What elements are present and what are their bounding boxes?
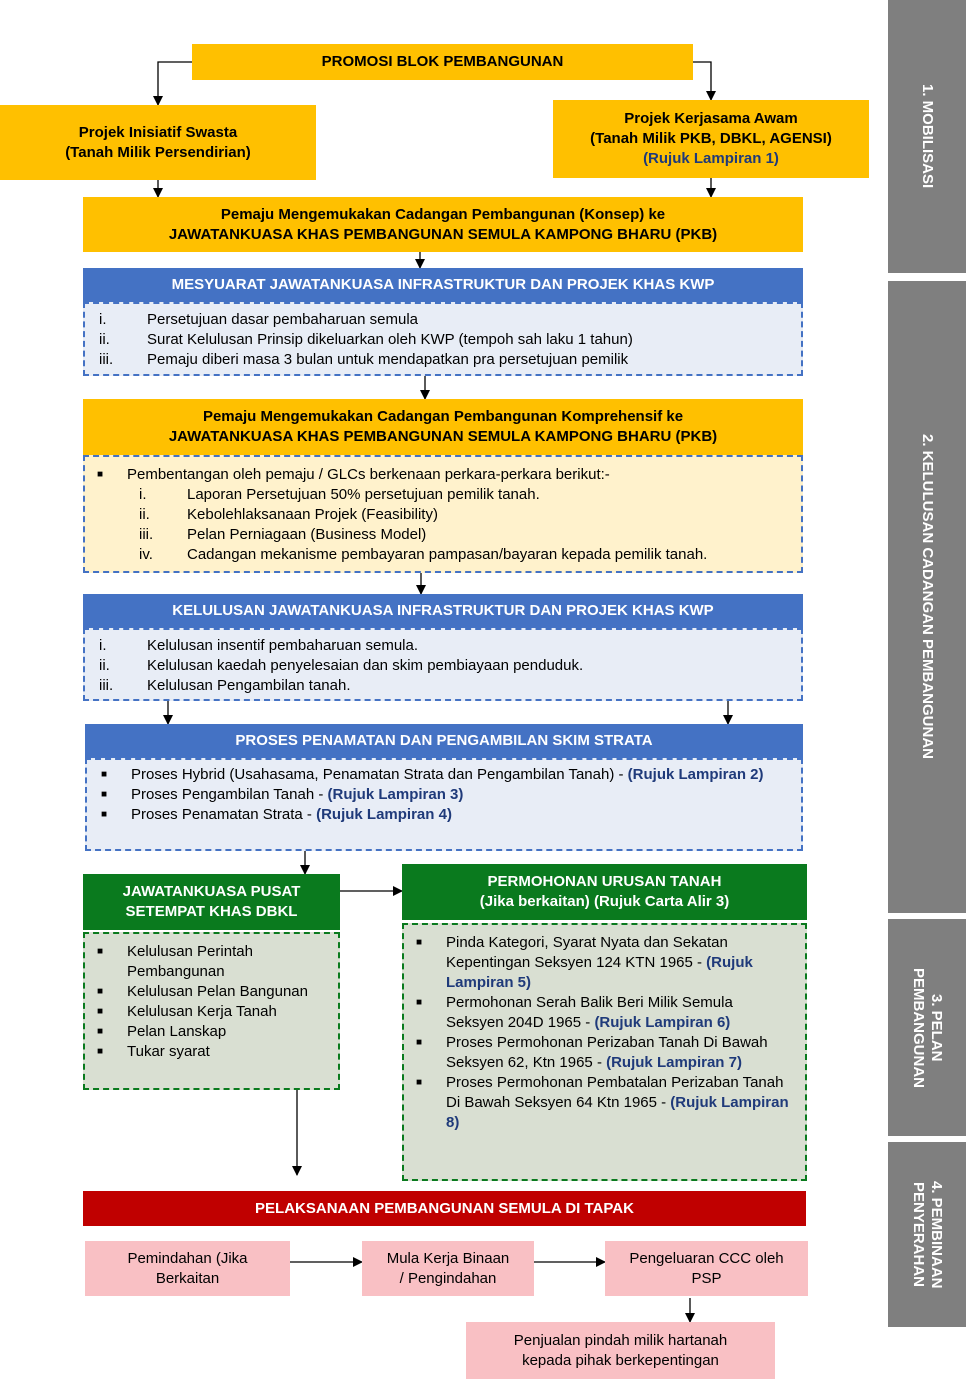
public-line2: (Tanah Milik PKB, DBKL, AGENSI) xyxy=(590,130,832,147)
dbkl-list xyxy=(83,932,340,1090)
stage-2-label: 2. KELULUSAN CADANGAN PEMBANGUNAN xyxy=(919,434,936,760)
sidebar-stage-1 xyxy=(888,0,966,273)
relocation-line2: Berkaitan xyxy=(155,1269,220,1287)
approval-item: i. Kelulusan insentif pembaharuan semula. xyxy=(99,637,419,654)
sale-box xyxy=(466,1322,775,1379)
comprehensive-item: iv. Cadangan mekanisme pembayaran pampasan/bayaran kepada pemilik tanah. xyxy=(139,546,708,563)
land-item: ■ Pinda Kategori, Syarat Nyata dan Sekatan Kepentingan Seksyen 124 KTN 1965 - (Rujuk Lampiran 5) xyxy=(416,934,753,991)
comprehensive-item: ii. Kebolehlaksanaan Projek (Feasibility) xyxy=(139,506,438,523)
meeting-title-box xyxy=(83,268,803,302)
land-item: ■ Proses Permohonan Perizaban Tanah Di Bawah Seksyen 62, Ktn 1965 - (Rujuk Lampiran 7) xyxy=(416,1034,768,1071)
private-line2: (Tanah Milik Persendirian) xyxy=(65,143,251,161)
dbkl-item: ■ Pelan Lanskap xyxy=(97,1023,227,1040)
dbkl-line1: JAWATANKUASA PUSAT xyxy=(122,883,301,900)
comprehensive-item: i. Laporan Persetujuan 50% persetujuan pemilik tanah. xyxy=(139,486,540,503)
sale-line2: kepada pihak berkepentingan xyxy=(522,1351,719,1369)
process-item: ■ Proses Penamatan Strata - (Rujuk Lampiran 4) xyxy=(101,806,452,823)
private-line1: Projek Inisiatif Swasta xyxy=(78,123,238,141)
meeting-title: MESYUARAT JAWATANKUASA INFRASTRUKTUR DAN PROJEK KHAS KWP xyxy=(171,276,715,293)
arrow-top-right xyxy=(693,62,711,100)
land-line2: (Jika berkaitan) (Rujuk Carta Alir 3) xyxy=(479,893,730,910)
dbkl-line2: SETEMPAT KHAS DBKL xyxy=(125,903,298,920)
process-title: PROSES PENAMATAN DAN PENGAMBILAN SKIM STRATA xyxy=(235,732,653,749)
construction-box xyxy=(362,1241,534,1296)
stage-3-label: 3. PELAN PEMBANGUNAN xyxy=(910,967,945,1088)
sidebar-stage-4 xyxy=(888,1142,966,1327)
stage-1-label: 1. MOBILISASI xyxy=(919,84,936,189)
land-title-box xyxy=(402,864,807,920)
public-line1: Projek Kerjasama Awam xyxy=(624,110,798,127)
approval-item: iii. Kelulusan Pengambilan tanah. xyxy=(99,677,351,694)
ccc-box xyxy=(605,1241,808,1296)
comprehensive-line2: JAWATANKUASA KHAS PEMBANGUNAN SEMULA KAMPONG BHARU (PKB) xyxy=(168,428,718,445)
ccc-line2: PSP xyxy=(691,1269,722,1287)
comprehensive-box xyxy=(83,399,803,455)
land-item: ■ Permohonan Serah Balik Beri Milik Semula Seksyen 204D 1965 - (Rujuk Lampiran 6) xyxy=(416,994,733,1031)
approval-title-box xyxy=(83,594,803,628)
dbkl-item: ■ Kelulusan Perintah Pembangunan xyxy=(97,943,253,980)
stage-4-label: 4. PEMBINAAN PENYERAHAN xyxy=(910,1180,945,1289)
concept-box xyxy=(83,197,803,252)
approval-list xyxy=(83,628,803,701)
public-ref: (Rujuk Lampiran 1) xyxy=(643,150,779,167)
relocation-box xyxy=(85,1241,290,1296)
construction-line2: / Pengindahan xyxy=(399,1269,497,1287)
top-promotion-box xyxy=(192,44,693,80)
land-item: ■ Proses Permohonan Pembatalan Perizaban Tanah Di Bawah Seksyen 64 Ktn 1965 - (Rujuk Lampiran 8) xyxy=(416,1074,789,1131)
sidebar-stage-2 xyxy=(888,281,966,913)
process-item: ■ Proses Pengambilan Tanah - (Rujuk Lampiran 3) xyxy=(101,786,464,803)
implementation-box xyxy=(83,1191,806,1226)
meeting-item: ii. Surat Kelulusan Prinsip dikeluarkan oleh KWP (tempoh sah laku 1 tahun) xyxy=(99,331,633,348)
concept-line2: JAWATANKUASA KHAS PEMBANGUNAN SEMULA KAMPONG BHARU (PKB) xyxy=(168,225,718,243)
concept-line1: Pemaju Mengemukakan Cadangan Pembangunan (Konsep) ke xyxy=(220,205,666,223)
sale-line1: Penjualan pindah milik hartanah xyxy=(513,1331,728,1349)
sidebar-stage-3 xyxy=(888,919,966,1136)
comprehensive-list xyxy=(83,455,803,573)
process-title-box xyxy=(85,724,803,758)
process-list xyxy=(85,758,803,851)
arrow-top-left xyxy=(158,62,192,105)
process-item: ■ Proses Hybrid (Usahasama, Penamatan Strata dan Pengambilan Tanah) - (Rujuk Lampiran 2) xyxy=(101,766,764,783)
comprehensive-item: iii. Pelan Perniagaan (Business Model) xyxy=(139,526,427,543)
comprehensive-bullet: ■ Pembentangan oleh pemaju / GLCs berkenaan perkara-perkara berikut:- xyxy=(97,466,610,483)
top-title: PROMOSI BLOK PEMBANGUNAN xyxy=(321,53,564,70)
dbkl-item: ■ Tukar syarat xyxy=(97,1043,210,1060)
relocation-line1: Pemindahan (Jika xyxy=(127,1249,248,1267)
dbkl-item: ■ Kelulusan Pelan Bangunan xyxy=(97,983,308,1000)
approval-title: KELULUSAN JAWATANKUASA INFRASTRUKTUR DAN PROJEK KHAS KWP xyxy=(172,602,714,619)
land-list xyxy=(402,923,807,1181)
comprehensive-line1: Pemaju Mengemukakan Cadangan Pembangunan Komprehensif ke xyxy=(202,408,684,425)
private-project-box xyxy=(0,105,316,180)
ccc-line1: Pengeluaran CCC oleh xyxy=(629,1249,784,1267)
meeting-list xyxy=(83,302,803,376)
approval-item: ii. Kelulusan kaedah penyelesaian dan skim pembiayaan penduduk. xyxy=(99,657,584,674)
implementation-title: PELAKSANAAN PEMBANGUNAN SEMULA DI TAPAK xyxy=(255,1199,634,1217)
meeting-item: i. Persetujuan dasar pembaharuan semula xyxy=(99,311,419,328)
dbkl-title-box xyxy=(83,874,340,930)
land-line1: PERMOHONAN URUSAN TANAH xyxy=(487,873,722,890)
dbkl-item: ■ Kelulusan Kerja Tanah xyxy=(97,1003,277,1020)
public-project-box xyxy=(553,100,869,178)
meeting-item: iii. Pemaju diberi masa 3 bulan untuk mendapatkan pra persetujuan pemilik xyxy=(99,351,629,368)
construction-line1: Mula Kerja Binaan xyxy=(386,1249,510,1267)
